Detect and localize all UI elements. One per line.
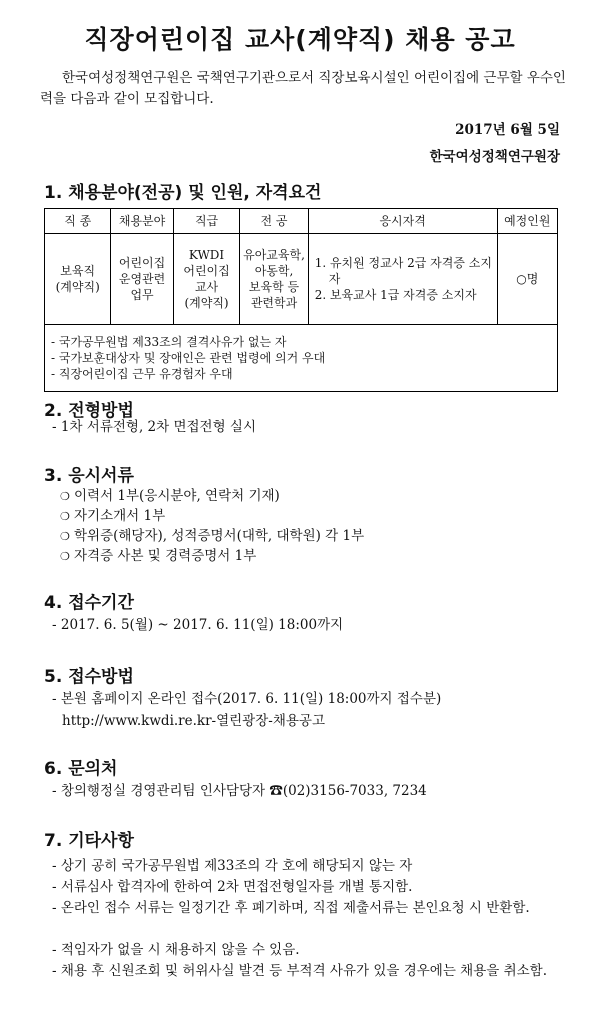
contact-info: - 창의행정실 경영관리팀 인사담당자 ☎(02)3156-7033, 7234 <box>52 783 427 799</box>
intro-paragraph: 한국여성정책연구원은 국책연구기관으로서 직장보육시설인 어린이집에 근무할 우수인력을 다음과 같이 모집합니다. <box>40 70 566 107</box>
header-job-type: 직 종 <box>45 209 111 234</box>
cell-line: 어린이집 <box>118 256 166 270</box>
header-headcount: 예정인원 <box>497 209 557 234</box>
cell-grade <box>173 234 240 325</box>
qualification-item: 1. 유치원 정교사 2급 자격증 소지자 <box>314 256 492 286</box>
document-text: 자기소개서 1부 <box>74 508 166 524</box>
header-major: 전 공 <box>240 209 308 234</box>
notice-date: 2017년 6월 5일 <box>455 122 560 138</box>
table-header-row <box>45 209 558 234</box>
note-item: - 적임자가 없을 시 채용하지 않을 수 있음. <box>52 942 300 958</box>
section-6-heading: 6. 문의처 <box>44 759 118 779</box>
qualification-item: 2. 보육교사 1급 자격증 소지자 <box>314 288 477 302</box>
note-item: - 상기 공히 국가공무원법 제33조의 각 호에 해당되지 않는 자 <box>52 858 413 874</box>
circle-bullet-icon: ❍ <box>60 510 70 523</box>
issuing-organization: 한국여성정책연구원장 <box>429 149 560 165</box>
cell-line: 업무 <box>130 288 154 302</box>
document-item <box>60 486 280 507</box>
cell-headcount: ○명 <box>497 234 557 325</box>
section-7-heading: 7. 기타사항 <box>44 831 134 851</box>
document-item <box>60 506 165 527</box>
header-field: 채용분야 <box>111 209 173 234</box>
circle-bullet-icon: ❍ <box>60 530 70 543</box>
cell-line: 교사 <box>194 280 219 294</box>
cell-job-type <box>45 234 111 325</box>
cell-line: 보육직 <box>60 264 96 278</box>
note-item: - 서류심사 합격자에 한하여 2차 면접전형일자를 개별 통지함. <box>52 879 413 895</box>
cell-line: 아동학, <box>254 264 294 278</box>
page-title: 직장어린이집 교사(계약직) 채용 공고 <box>84 25 516 54</box>
circle-bullet-icon: ❍ <box>60 490 70 503</box>
cell-field <box>111 234 173 325</box>
document-text: 이력서 1부(응시분야, 연락처 기재) <box>74 488 280 504</box>
note-item: - 국가공무원법 제33조의 결격사유가 없는 자 <box>51 335 287 349</box>
note-item: - 온라인 접수 서류는 일정기간 후 폐기하며, 직접 제출서류는 본인요청 시 반환함. <box>52 900 530 916</box>
note-item: - 국가보훈대상자 및 장애인은 관련 법령에 의거 우대 <box>51 351 326 365</box>
cell-line: 운영관련 <box>118 272 166 286</box>
recruitment-table <box>44 208 558 392</box>
cell-qualifications <box>308 234 497 325</box>
cell-line: 관련학과 <box>250 296 298 310</box>
section-1-heading: 1. 채용분야(전공) 및 인원, 자격요건 <box>44 183 322 203</box>
application-url[interactable]: http://www.kwdi.re.kr-열린광장-채용공고 <box>62 713 325 729</box>
section-4-heading: 4. 접수기간 <box>44 593 134 613</box>
section-2-heading: 2. 전형방법 <box>44 401 134 421</box>
header-qualifications: 응시자격 <box>308 209 497 234</box>
document-text: 학위증(해당자), 성적증명서(대학, 대학원) 각 1부 <box>74 528 365 544</box>
cell-line: 어린이집 <box>183 264 230 278</box>
cell-line: 보육학 등 <box>248 280 300 294</box>
section-5-heading: 5. 접수방법 <box>44 667 134 687</box>
application-method: - 본원 홈페이지 온라인 접수(2017. 6. 11(일) 18:00까지 접수분) <box>52 691 442 707</box>
cell-notes <box>45 325 558 392</box>
cell-line: (계약직) <box>184 296 229 310</box>
note-item: - 채용 후 신원조회 및 허위사실 발견 등 부적격 사유가 있을 경우에는 채용을 취소함. <box>52 963 547 979</box>
cell-line: KWDI <box>188 248 225 262</box>
table-notes-row <box>45 325 558 392</box>
document-item <box>60 526 364 547</box>
screening-method: - 1차 서류전형, 2차 면접전형 실시 <box>52 419 256 435</box>
header-grade: 직급 <box>173 209 240 234</box>
document-item <box>60 546 256 567</box>
table-row <box>45 234 558 325</box>
circle-bullet-icon: ❍ <box>60 550 70 563</box>
cell-major <box>240 234 308 325</box>
cell-line: 유아교육학, <box>243 248 305 262</box>
cell-line: (계약직) <box>55 280 100 294</box>
note-item: - 직장어린이집 근무 유경험자 우대 <box>51 367 233 381</box>
application-period: - 2017. 6. 5(월) ~ 2017. 6. 11(일) 18:00까지 <box>52 617 344 633</box>
section-3-heading: 3. 응시서류 <box>44 466 134 486</box>
document-text: 자격증 사본 및 경력증명서 1부 <box>74 548 257 564</box>
